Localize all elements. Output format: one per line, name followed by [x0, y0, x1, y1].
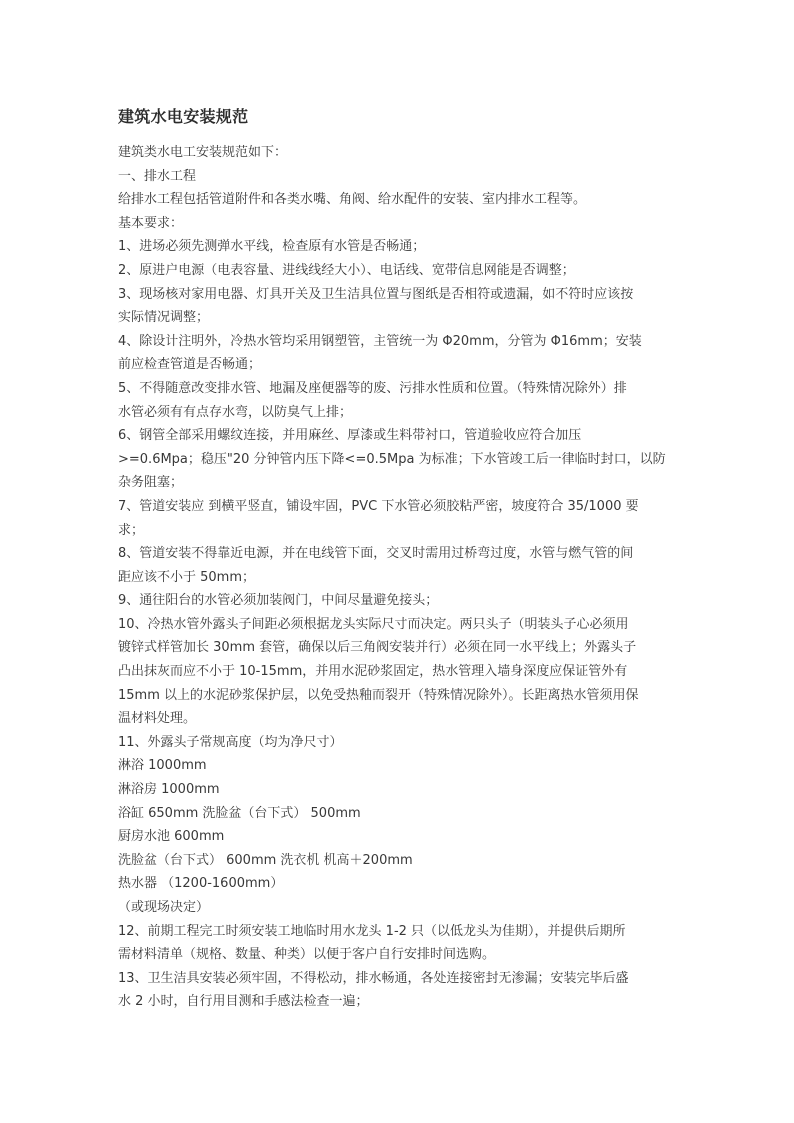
text-line: 水 2 小时，自行用目测和手感法检查一遍； — [118, 994, 369, 1010]
text-line: 2、原进户电源（电表容量、进线线经大小）、电话线、宽带信息网能是否调整； — [118, 262, 575, 278]
text-line: 淋浴房 1000mm — [118, 782, 220, 798]
text-line: 10、冷热水管外露头子间距必须根据龙头实际尺寸而决定。两只头子（明装头子心必须用 — [118, 616, 629, 632]
text-line: 6、钢管全部采用螺纹连接，并用麻丝、厚漆或生料带衬口，管道验收应符合加压 — [118, 428, 582, 444]
text-line: 实际情况调整； — [118, 310, 210, 326]
text-line: 凸出抹灰而应不小于 10-15mm，并用水泥砂浆固定，热水管理入墙身深度应保证管外有 — [118, 664, 628, 680]
text-line: 洗脸盆（台下式） 600mm 洗衣机 机高＋200mm — [118, 852, 413, 868]
text-line: 4、除设计注明外，冷热水管均采用钢塑管，主管统一为 Φ20mm，分管为 Φ16mm；安装 — [118, 333, 642, 349]
text-line: 9、通往阳台的水管必须加装阀门，中间尽量避免接头； — [118, 593, 439, 609]
document-title: 建筑水电安装规范 — [118, 107, 249, 126]
text-line: 8、管道安装不得靠近电源，并在电线管下面，交叉时需用过桥弯过度，水管与燃气管的间 — [118, 546, 634, 562]
text-line: 浴缸 650mm 洗脸盆（台下式） 500mm — [118, 805, 361, 821]
document-body — [118, 141, 678, 1014]
text-line: 水管必须有有点存水弯，以防臭气上排； — [118, 404, 353, 420]
text-line: 一、排水工程 — [118, 168, 197, 184]
text-line: 求； — [118, 522, 145, 538]
text-line: 15mm 以上的水泥砂浆保护层，以免受热釉而裂开（特殊情况除外）。长距离热水管须用保 — [118, 687, 639, 703]
text-line: 11、外露头子常规高度（均为净尺寸） — [118, 734, 343, 750]
text-line: 热水器 （1200-1600mm） — [118, 876, 284, 892]
text-line: >=0.6Mpa；稳压"20 分钟管内压下降<=0.5Mpa 为标准；下水管竣工后一律临时封口，以防 — [118, 451, 666, 467]
text-line: 厨房水池 600mm — [118, 829, 225, 845]
text-line: 淋浴 1000mm — [118, 758, 207, 774]
text-line: 前应检查管道是否畅通； — [118, 357, 262, 373]
text-line: 温材料处理。 — [118, 711, 197, 727]
text-line: 5、不得随意改变排水管、地漏及座便器等的废、污排水性质和位置。（特殊情况除外）排 — [118, 380, 627, 396]
text-line: 建筑类水电工安装规范如下： — [118, 145, 288, 160]
text-line: 12、前期工程完工时须安装工地临时用水龙头 1-2 只（以低龙头为佳期），并提供后期所 — [118, 923, 626, 939]
text-line: 给排水工程包括管道附件和各类水嘴、角阀、给水配件的安装、室内排水工程等。 — [118, 192, 587, 208]
text-line: 杂务阻塞； — [118, 475, 184, 491]
text-line: 1、进场必须先测弹水平线，检查原有水管是否畅通； — [118, 239, 426, 255]
text-line: （或现场决定） — [118, 900, 210, 915]
text-line: 需材料清单（规格、数量、种类）以便于客户自行安排时间选购。 — [118, 947, 496, 963]
text-line: 距应该不小于 50mm； — [118, 569, 256, 585]
text-line: 镀锌式样管加长 30mm 套管，确保以后三角阀安装并行）必须在同一水平线上；外露头子 — [118, 640, 637, 656]
text-line: 7、管道安装应 到横平竖直，铺设牢固，PVC 下水管必须胶粘严密，坡度符合 35/1000 要 — [118, 498, 639, 514]
text-line: 3、现场核对家用电器、灯具开关及卫生洁具位置与图纸是否相符或遗漏，如不符时应该按 — [118, 286, 634, 302]
text-line: 13、卫生洁具安装必须牢固，不得松动，排水畅通，各处连接密封无渗漏；安装完毕后盛 — [118, 970, 629, 986]
text-line: 基本要求： — [118, 215, 184, 231]
